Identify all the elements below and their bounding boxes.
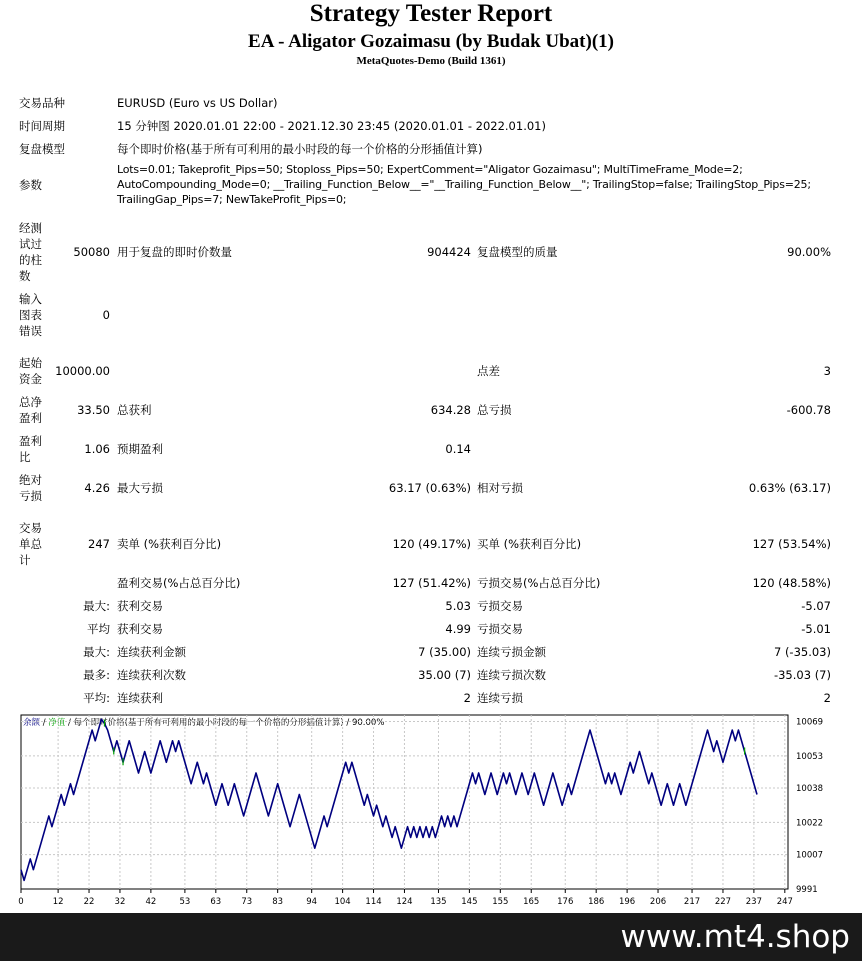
y-tick-label: 9991 <box>796 885 818 895</box>
x-tick-label: 94 <box>306 897 318 907</box>
max-cons-losses-label: 连续亏损金额 <box>477 645 546 659</box>
symbol-label: 交易品种 <box>19 96 65 110</box>
x-tick-label: 83 <box>272 897 284 907</box>
deposit-value: 10000.00 <box>55 364 110 378</box>
average-prefix: 平均 <box>87 622 110 636</box>
max-drawdown-label: 最大亏损 <box>117 481 163 495</box>
most-cons-profit-label: 连续获利次数 <box>117 668 186 682</box>
period-label: 时间周期 <box>19 119 65 133</box>
max-cons-prefix: 最大: <box>83 645 110 659</box>
x-tick-label: 176 <box>557 897 574 907</box>
total-trades-value: 247 <box>88 537 110 551</box>
ticks-value: 904424 <box>427 245 471 259</box>
largest-loss-value: -5.07 <box>801 599 831 613</box>
params-label: 参数 <box>19 178 42 192</box>
most-cons-profit-value: 35.00 (7) <box>418 668 471 682</box>
quality-label: 复盘模型的质量 <box>477 245 558 259</box>
bars-label: 经测试过的柱数 <box>19 221 42 283</box>
y-tick-label: 10038 <box>796 784 824 795</box>
report-title: Strategy Tester Report <box>309 0 553 27</box>
largest-loss-label: 亏损交易 <box>477 599 523 613</box>
loss-trades-value: 120 (48.58%) <box>752 576 831 590</box>
profit-trades-label: 盈利交易(%占总百分比) <box>117 576 241 590</box>
gross-loss-label: 总亏损 <box>477 403 512 417</box>
largest-prefix: 最大: <box>83 599 110 613</box>
x-tick-label: 42 <box>145 897 157 907</box>
total-trades-label: 交易单总计 <box>19 521 42 567</box>
most-cons-prefix: 最多: <box>83 668 110 682</box>
spread-value: 3 <box>823 364 831 378</box>
max-cons-losses-value: 7 (-35.03) <box>773 645 831 659</box>
x-tick-label: 0 <box>18 897 24 907</box>
profit-trades-value: 127 (51.42%) <box>392 576 471 590</box>
long-positions-value: 127 (53.54%) <box>752 537 831 551</box>
legend-equity: 净值 <box>48 718 66 728</box>
x-tick-label: 12 <box>52 897 64 907</box>
gross-profit-value: 634.28 <box>430 403 471 417</box>
x-tick-label: 145 <box>461 897 478 907</box>
x-tick-label: 124 <box>396 897 413 907</box>
spread-label: 点差 <box>477 364 500 378</box>
site-brand: www.mt4.shop <box>620 919 850 955</box>
avg-cons-prefix: 平均: <box>83 691 110 705</box>
most-cons-loss-value: -35.03 (7) <box>773 668 831 682</box>
loss-trades-label: 亏损交易(%占总百分比) <box>477 576 601 590</box>
x-tick-label: 73 <box>241 897 253 907</box>
expected-payoff-value: 0.14 <box>445 442 471 456</box>
max-drawdown-value: 63.17 (0.63%) <box>388 481 471 495</box>
net-profit-value: 33.50 <box>77 403 110 417</box>
ticks-label: 用于复盘的即时价数量 <box>117 245 232 259</box>
avg-loss-label: 亏损交易 <box>477 622 523 636</box>
x-tick-label: 32 <box>114 897 126 907</box>
errors-label: 输入图表错误 <box>19 292 42 338</box>
balance-chart <box>18 713 824 909</box>
short-positions-value: 120 (49.17%) <box>392 537 471 551</box>
model-label: 复盘模型 <box>19 142 65 156</box>
legend-balance: 余额 <box>23 718 41 728</box>
bars-value: 50080 <box>73 245 110 259</box>
legend-sep: / <box>40 718 49 728</box>
x-tick-label: 227 <box>714 897 732 907</box>
x-tick-label: 114 <box>365 897 382 907</box>
errors-value: 0 <box>102 308 110 322</box>
footer-bar <box>0 913 862 961</box>
abs-drawdown-label: 绝对亏损 <box>19 473 42 503</box>
most-cons-loss-label: 连续亏损次数 <box>477 668 546 682</box>
rel-drawdown-value: 0.63% (63.17) <box>748 481 831 495</box>
report-subtitle: EA - Aligator Gozaimasu (by Budak Ubat)(1) <box>248 31 614 52</box>
gross-profit-label: 总获利 <box>117 403 152 417</box>
deposit-label: 起始资金 <box>19 356 42 386</box>
balance-chart-svg <box>18 713 824 909</box>
model-value: 每个即时价格(基于所有可利用的最小时段的每一个价格的分形插值计算) <box>117 142 483 156</box>
quality-value: 90.00% <box>787 245 831 259</box>
chart-legend <box>23 717 384 728</box>
build-info: MetaQuotes-Demo (Build 1361) <box>356 55 506 67</box>
short-positions-label: 卖单 (%获利百分比) <box>117 537 222 551</box>
profit-factor-label: 盈利比 <box>19 434 42 464</box>
x-tick-label: 104 <box>334 897 351 907</box>
period-value: 15 分钟图 2020.01.01 22:00 - 2021.12.30 23:45 (2020.01.01 - 2022.01.01) <box>117 119 546 133</box>
y-tick-label: 10053 <box>796 751 824 762</box>
x-tick-label: 237 <box>745 897 763 907</box>
y-tick-label: 10022 <box>796 818 824 829</box>
x-tick-label: 186 <box>588 897 605 907</box>
avg-cons-losses-value: 2 <box>823 691 831 705</box>
x-tick-label: 135 <box>430 897 447 907</box>
x-tick-label: 165 <box>523 897 540 907</box>
net-profit-label: 总净盈利 <box>19 395 42 425</box>
avg-profit-value: 4.99 <box>445 622 471 636</box>
x-tick-label: 196 <box>618 897 636 907</box>
avg-cons-wins-value: 2 <box>463 691 471 705</box>
symbol-value: EURUSD (Euro vs US Dollar) <box>117 96 278 110</box>
x-tick-label: 247 <box>776 897 793 907</box>
balance-line <box>21 719 757 880</box>
profit-factor-value: 1.06 <box>84 442 110 456</box>
params-value: Lots=0.01; Takeprofit_Pips=50; Stoploss_Pips=50; ExpertComment="Aligator Gozaimasu"; MultiTimeFrame_Mode=2; AutoCompounding_Mode=0; __Trailing_Function_Below__="__Trailing_Function_Below__"; TrailingStop=false; TrailingStop_Pips=25; TrailingGap_Pips=7; NewTakeProfit_Pips=0; <box>117 163 811 206</box>
x-tick-label: 206 <box>649 897 667 907</box>
avg-loss-value: -5.01 <box>801 622 831 636</box>
rel-drawdown-label: 相对亏损 <box>477 481 523 495</box>
max-cons-wins-value: 7 (35.00) <box>418 645 471 659</box>
avg-cons-losses-label: 连续亏损 <box>477 691 523 705</box>
x-tick-label: 53 <box>179 897 191 907</box>
y-tick-label: 10007 <box>796 850 824 861</box>
x-tick-label: 155 <box>492 897 509 907</box>
expected-payoff-label: 预期盈利 <box>117 442 163 456</box>
x-tick-label: 63 <box>210 897 222 907</box>
x-tick-label: 217 <box>683 897 701 907</box>
largest-profit-label: 获利交易 <box>117 599 163 613</box>
largest-profit-value: 5.03 <box>445 599 471 613</box>
max-cons-wins-label: 连续获利金额 <box>117 645 186 659</box>
legend-rest: / 每个即时价格(基于所有可利用的最小时段的每一个价格的分形插值计算) / 90.00% <box>65 718 385 728</box>
y-tick-label: 10069 <box>796 717 824 728</box>
avg-cons-wins-label: 连续获利 <box>117 691 163 705</box>
avg-profit-label: 获利交易 <box>117 622 163 636</box>
long-positions-label: 买单 (%获利百分比) <box>477 537 582 551</box>
gross-loss-value: -600.78 <box>786 403 831 417</box>
x-tick-label: 22 <box>83 897 95 907</box>
abs-drawdown-value: 4.26 <box>84 481 110 495</box>
